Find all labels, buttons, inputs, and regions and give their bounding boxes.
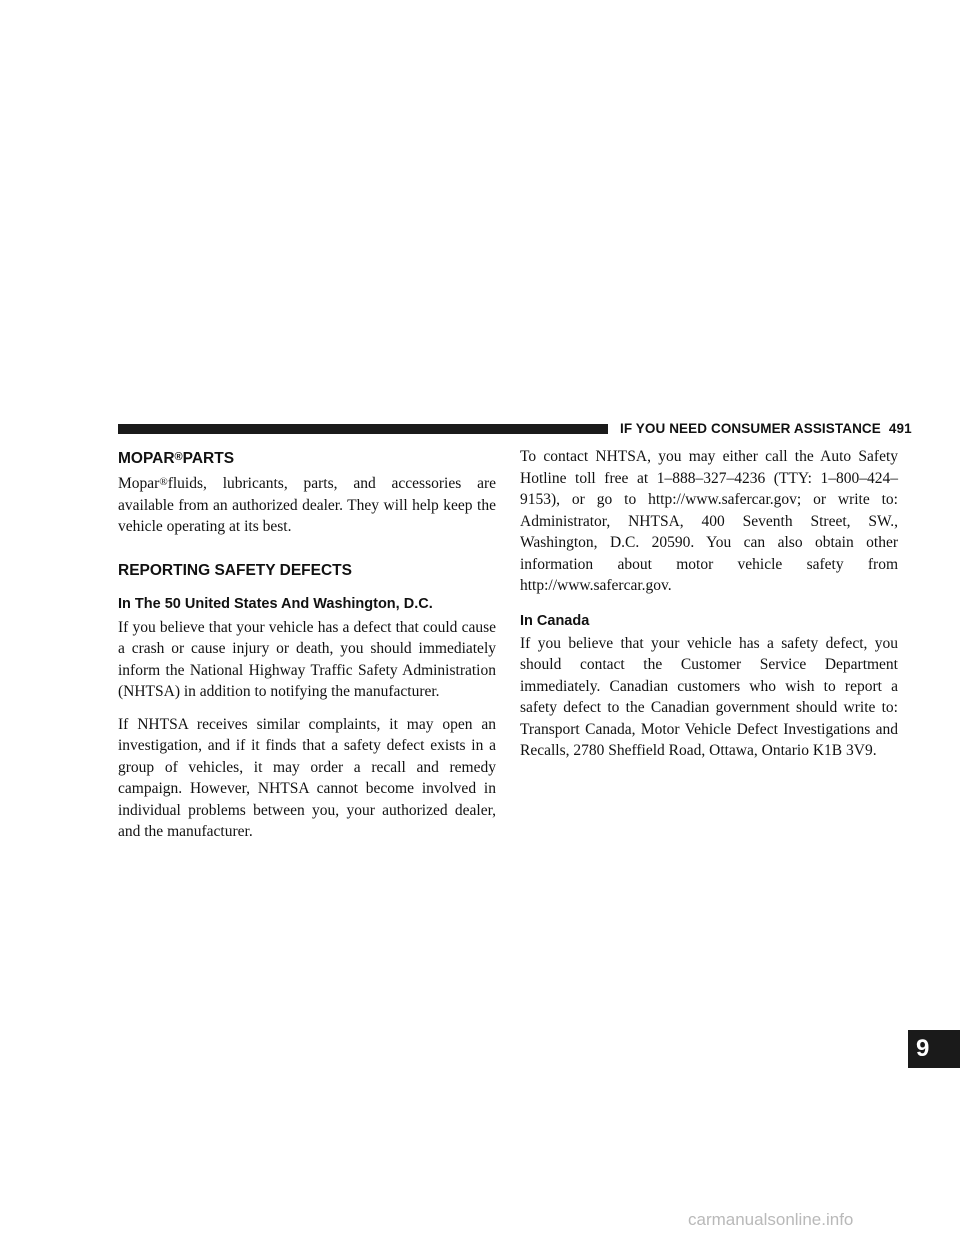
canada-subheading: In Canada (520, 612, 590, 629)
running-header (620, 419, 912, 439)
us-paragraph-1: If you believe that your vehicle has a defect that could cause a crash or cause injury or death, you should immediately inform the National Highway Traffic Safety Administration (NHTSA) in addition to notifying the manufacturer. (118, 618, 496, 700)
watermark: carmanualsonline.info (688, 1210, 854, 1229)
registered-mark: ® (174, 451, 183, 463)
header-title: IF YOU NEED CONSUMER ASSISTANCE (620, 421, 881, 436)
reporting-safety-defects-heading: REPORTING SAFETY DEFECTS (118, 561, 352, 579)
page-number: 491 (888, 421, 912, 436)
us-subheading: In The 50 United States And Washington, D.C. (118, 595, 433, 612)
mopar-parts-paragraph: Mopar®fluids, lubricants, parts, and accessories are available from an authorized dealer. They will help keep the vehicle operating at its best. (118, 475, 496, 535)
right-column (520, 446, 898, 762)
header-rule (118, 424, 608, 434)
registered-mark: ® (159, 476, 168, 488)
canada-paragraph: If you believe that your vehicle has a safety defect, you should contact the Customer Service Department immediately. Canadian customers who wish to report a safety defect to the Canadian government should write to: Transport Canada, Motor Vehicle Defect Investigations and Recalls, 2780 Sheffield Road, Ottawa, Ontario K1B 3V9. (520, 634, 898, 759)
nhtsa-contact-paragraph: To contact NHTSA, you may either call the Auto Safety Hotline toll free at 1–888–327–4236 (TTY: 1–800–424– 9153), or go to http://www.safercar.gov; or write to: Administrator, NHTSA, 400 Seventh Street, SW., Washington, D.C. 20590. You can also obtain other information about motor vehicle safety from http://www.safercar.gov. (520, 448, 898, 594)
us-paragraph-2: If NHTSA receives similar complaints, it may open an investigation, and if it finds that a safety defect exists in a group of vehicles, it may order a recall and remedy campaign. However, NHTSA cannot become involved in individual problems between you, your authorized dealer, and the manufacturer. (118, 715, 496, 840)
left-column (118, 446, 496, 843)
mopar-parts-heading: MOPAR®PARTS (118, 450, 235, 467)
chapter-tab: 9 (908, 1030, 960, 1068)
